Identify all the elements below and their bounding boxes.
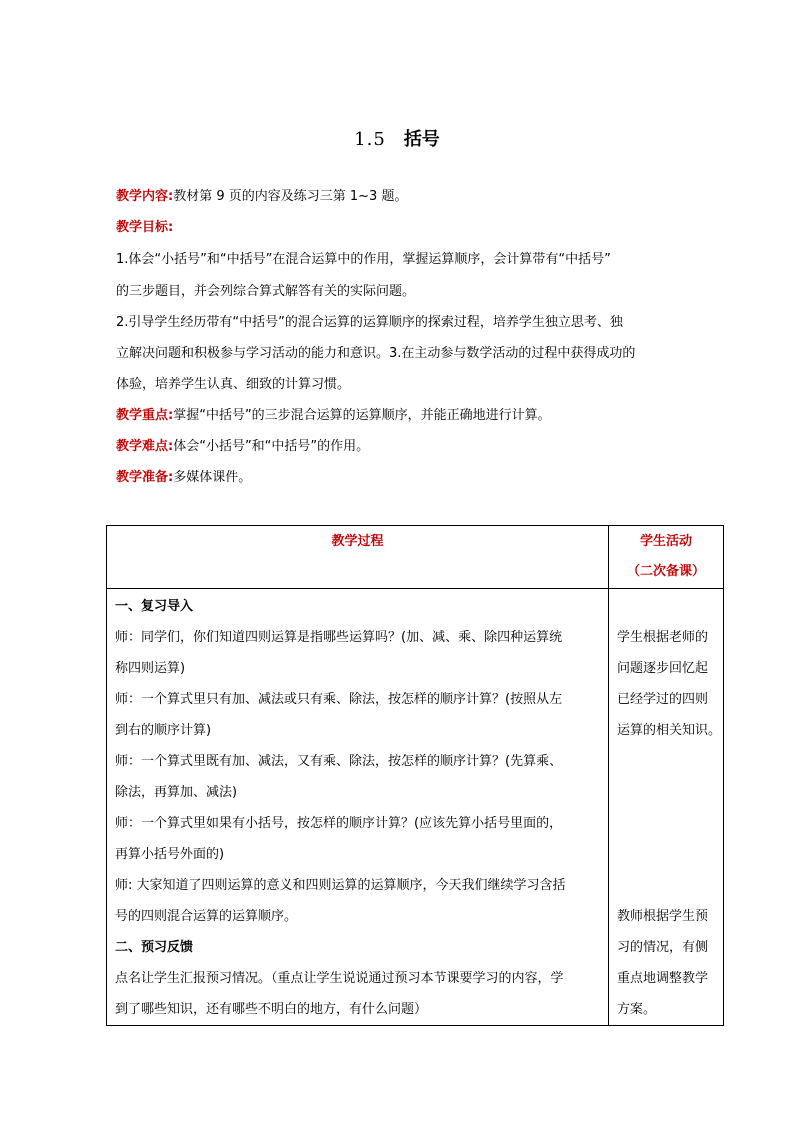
process-header: 教学过程 [331,534,384,549]
process-line: 号的四则混合运算的运算顺序。 [115,909,298,924]
teaching-key-label: 教学重点: [116,408,174,423]
process-line: 师：一个算式里既有加、减法，又有乘、除法，按怎样的顺序计算？(先算乘、 [115,754,563,769]
goal-line: 2.引导学生经历带有“中括号”的混合运算的运算顺序的探索过程，培养学生独立思考、独 [116,315,623,330]
activity-line: 学生根据老师的 [617,630,709,645]
table-body-row [107,589,724,1026]
teaching-content-label: 教学内容: [116,189,174,204]
activity-line: 习的情况，有侧 [617,940,709,955]
process-line: 师: 大家知道了四则运算的意义和四则运算的运算顺序，今天我们继续学习含括 [115,878,566,893]
process-line: 点名让学生汇报预习情况。（重点让学生说说通过预习本节课要学习的内容，学 [115,971,564,986]
activity-cell [609,589,724,1026]
activity-subheader: （二次备课） [626,564,705,579]
activity-line: 教师根据学生预 [617,909,709,924]
process-line: 除法，再算加、减法) [115,785,238,800]
table-header-row [107,526,724,589]
goal-line: 1.体会“小括号”和“中括号”在混合运算中的作用，掌握运算顺序，会计算带有“中括号” [116,252,611,267]
process-header-cell [107,526,609,589]
teaching-difficulty-line [116,437,369,457]
process-line: 到了哪些知识，还有哪些不明白的地方，有什么问题） [115,1002,428,1017]
activity-header: 学生活动 [639,534,692,549]
teaching-prep-line [116,468,251,488]
activity-line: 方案。 [617,1002,657,1017]
process-line: 再算小括号外面的) [115,847,225,862]
teaching-goals-heading [116,218,173,238]
spacer [617,591,723,622]
page-title [0,126,794,154]
teaching-content-text: 教材第 9 页的内容及练习三第 1~3 题。 [173,189,408,204]
goal-line: 的三步题目，并会列综合算式解答有关的实际问题。 [116,284,416,299]
process-line: 到右的顺序计算) [115,723,212,738]
lesson-number: 1.5 [354,129,386,150]
teaching-content-line [116,187,407,207]
process-line: 师：一个算式里只有加、减法或只有乘、除法，按怎样的顺序计算？(按照从左 [115,692,563,707]
section-heading-preview: 二、预习反馈 [115,940,194,955]
process-line: 师：同学们，你们知道四则运算是指哪些运算吗？(加、减、乘、除四种运算统 [115,630,563,645]
spacer [617,746,723,901]
teaching-process-table [106,525,724,1026]
lesson-title: 括号 [403,129,440,150]
goal-line: 立解决问题和积极参与学习活动的能力和意识。3.在主动参与数学活动的过程中获得成功的 [116,346,636,361]
activity-line: 问题逐步回忆起 [617,661,709,676]
goal-line: 体验，培养学生认真、细致的计算习惯。 [116,377,351,392]
process-line: 称四则运算) [115,661,186,676]
teaching-difficulty-text: 体会“小括号”和“中括号”的作用。 [173,439,370,454]
teaching-key-text: 掌握“中括号”的三步混合运算的运算顺序，并能正确地进行计算。 [173,408,551,423]
teaching-prep-label: 教学准备: [116,470,174,485]
section-heading-review: 一、复习导入 [115,599,194,614]
process-cell [107,589,609,1026]
activity-line: 已经学过的四则 [617,692,709,707]
teaching-prep-text: 多媒体课件。 [173,470,252,485]
activity-line: 重点地调整教学 [617,971,709,986]
teaching-key-line [116,406,551,426]
activity-line: 运算的相关知识。 [617,723,722,738]
teaching-difficulty-label: 教学难点: [116,439,174,454]
teaching-goals-label: 教学目标: [116,220,174,235]
process-line: 师：一个算式里如果有小括号，按怎样的顺序计算？(应该先算小括号里面的， [115,816,563,831]
activity-header-cell [609,526,724,589]
